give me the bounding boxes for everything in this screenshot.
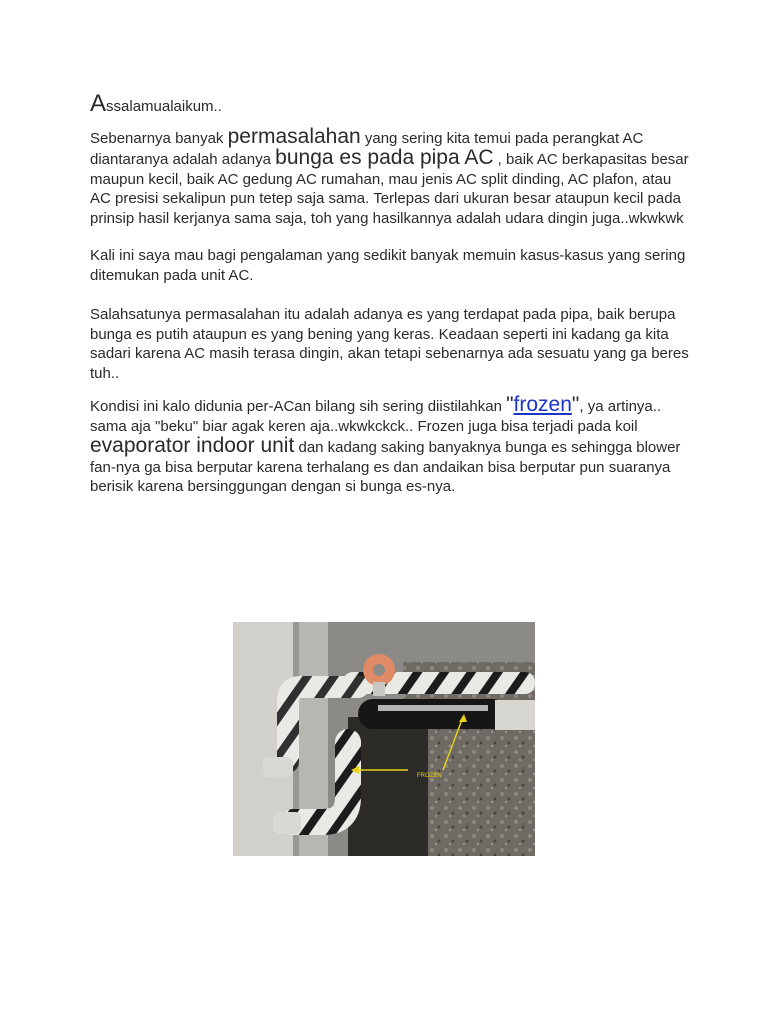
emphasis-evaporator: evaporator indoor unit — [90, 434, 295, 457]
paragraph-intro-text-2: yang sering kita temui pada perangkat AC diantaranya adalah adanya — [90, 129, 644, 168]
frozen-link[interactable]: frozen — [513, 393, 572, 416]
paragraph-experience: Kali ini saya mau bagi pengalaman yang sedikit banyak memuin kasus-kasus yang sering ditemukan pada unit AC. — [90, 247, 686, 284]
emphasis-bunga-es: bunga es pada pipa AC — [275, 146, 494, 169]
paragraph-frozen-text-2: , ya artinya.. sama aja "beku" biar agak keren aja..wkwkckck.. Frozen juga bisa terjadi pada koil — [90, 398, 662, 435]
paragraph-intro-text-3: , baik AC berkapasitas besar maupun kecil, baik AC gedung AC rumahan, mau jenis AC split dinding, AC plafon, atau AC presisi sekalipun pun tetep saja sama. Terlepas dari ukuran besar ataupun kecil pada prinsip hasil kerjanya sama saja, toh yang hasilkannya adalah udara dingin juga..wkwkwk — [90, 151, 689, 227]
greeting-text: ssalamualaikum.. — [106, 98, 222, 115]
paragraph-frozen-text-1: Kondisi ini kalo didunia per-ACan bilang sih sering diistilahkan — [90, 398, 507, 415]
quote-close: " — [571, 393, 580, 416]
paragraph-intro — [90, 124, 690, 229]
quote-open: " — [506, 393, 514, 416]
photo-illustration — [233, 622, 535, 856]
greeting-capital: A — [90, 90, 107, 117]
paragraph-frozen-text-3: dan kadang saking banyaknya bunga es sehingga blower fan-nya ga bisa berputar karena terhalang es dan andaikan bisa berputar pun suaranya berisik karena bersinggungan dengan si bunga es-nya. — [90, 439, 681, 495]
paragraph-frozen — [90, 395, 690, 497]
paragraph-intro-text-1: Sebenarnya banyak — [90, 129, 228, 147]
frozen-pipe-photo — [233, 622, 535, 856]
paragraph-ice-problem: Salahsatunya permasalahan itu adalah adanya es yang terdapat pada pipa, baik berupa bunga es putih ataupun es yang bening yang keras. Keadaan seperti ini kadang ga kita sadari karena AC masih terasa dingin, akan tetapi sebenarnya ada sesuatu yang ga beres tuh.. — [90, 306, 689, 382]
annotation-label: FROZEN — [417, 773, 442, 779]
document-body — [90, 92, 690, 497]
emphasis-permasalahan: permasalahan — [227, 124, 361, 148]
greeting — [90, 92, 690, 117]
